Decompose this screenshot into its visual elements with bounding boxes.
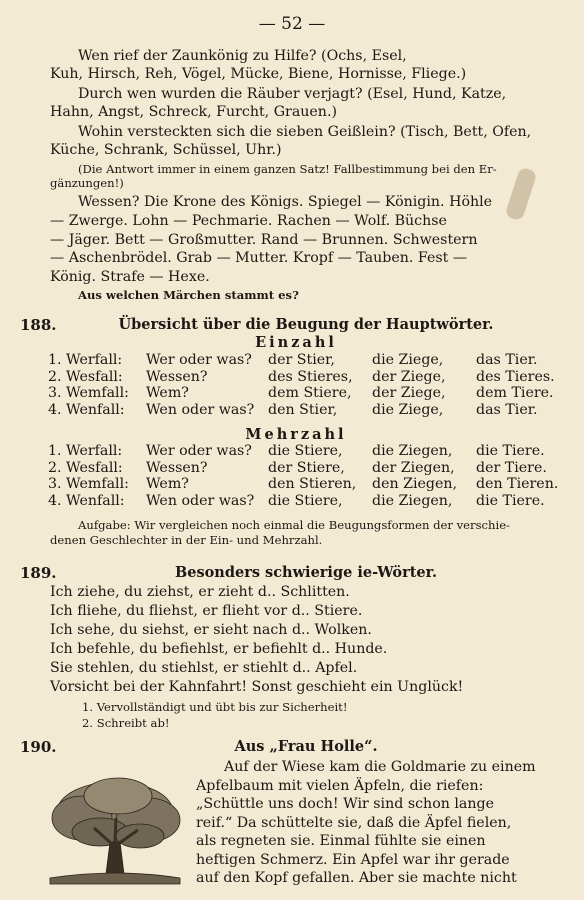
section-title: Besonders schwierige ie-Wörter. <box>174 564 438 581</box>
task-item: 2. Schreibt ab! <box>82 716 170 730</box>
task-item: 1. Vervollständigt und übt bis zur Sicherheit! <box>82 700 348 714</box>
wessen-line: König. Strafe — Hexe. <box>50 269 210 285</box>
ie-word-line: Vorsicht bei der Kahnfahrt! Sonst geschieht ein Unglück! <box>50 679 464 695</box>
masculine-form: dem Stiere, <box>268 385 352 401</box>
story-line: auf den Kopf gefallen. Aber sie machte nicht <box>196 870 517 886</box>
intro-line: Hahn, Angst, Schreck, Furcht, Grauen.) <box>50 104 337 120</box>
feminine-form: die Ziegen, <box>372 492 453 509</box>
story-line: Apfelbaum mit vielen Äpfeln, die riefen: <box>196 777 484 794</box>
intro-line: Wen rief der Zaunkönig zu Hilfe? (Ochs, Esel, <box>78 48 407 64</box>
masculine-form: der Stier, <box>268 352 335 368</box>
feminine-form: die Ziegen, <box>372 443 453 459</box>
neuter-form: die Tiere. <box>476 492 545 509</box>
section-number: 188. <box>20 316 57 334</box>
feminine-form: die Ziege, <box>372 401 444 418</box>
story-line: heftigen Schmerz. Ein Apfel war ihr gerade <box>196 851 510 868</box>
section-title: Übersicht über die Beugung der Hauptwörter. <box>118 316 494 333</box>
case-question: Wen oder was? <box>146 492 255 509</box>
case-label: 1. Werfall: <box>48 443 123 459</box>
case-label: 2. Wesfall: <box>48 459 123 476</box>
masculine-form: die Stiere, <box>268 492 343 509</box>
feminine-form: der Ziegen, <box>372 459 455 476</box>
masculine-form: den Stieren, <box>268 476 357 492</box>
intro-question: Aus welchen Märchen stammt es? <box>78 288 299 302</box>
section-number: 189. <box>20 564 57 582</box>
case-label: 3. Wemfall: <box>48 476 129 492</box>
case-question: Wer oder was? <box>146 352 252 368</box>
case-label: 3. Wemfall: <box>48 385 129 401</box>
masculine-form: die Stiere, <box>268 443 343 459</box>
ie-word-line: Ich befehle, du befiehlst, er befiehlt d.. Hunde. <box>50 641 388 657</box>
intro-line: Durch wen wurden die Räuber verjagt? (Esel, Hund, Katze, <box>78 86 507 102</box>
neuter-form: dem Tiere. <box>476 385 554 401</box>
intro-note: gänzungen!) <box>50 176 124 190</box>
wessen-line: Wessen? Die Krone des Königs. Spiegel — Königin. Höhle <box>78 194 493 210</box>
intro-line: Kuh, Hirsch, Reh, Vögel, Mücke, Biene, Hornisse, Fliege.) <box>50 66 467 82</box>
case-label: 1. Werfall: <box>48 352 123 368</box>
ie-word-line: Ich ziehe, du ziehst, er zieht d.. Schlitten. <box>50 584 350 600</box>
masculine-form: der Stiere, <box>268 459 345 476</box>
ie-word-line: Sie stehlen, du stiehlst, er stiehlt d.. Apfel. <box>50 660 358 676</box>
task-line: denen Geschlechter in der Ein- und Mehrzahl. <box>50 533 323 547</box>
page-number: — 52 — <box>258 14 326 34</box>
neuter-form: der Tiere. <box>476 459 547 476</box>
ie-word-line: Ich sehe, du siehst, er sieht nach d.. Wolken. <box>50 622 372 638</box>
case-question: Wer oder was? <box>146 443 252 459</box>
story-line: als regneten sie. Einmal fühlte sie einen <box>196 833 486 849</box>
case-question: Wen oder was? <box>146 401 255 418</box>
section-title: Aus „Frau Holle“. <box>234 738 378 755</box>
case-question: Wem? <box>146 476 189 492</box>
intro-line: Küche, Schrank, Schüssel, Uhr.) <box>50 142 282 158</box>
singular-label: Einzahl <box>255 334 337 351</box>
case-label: 4. Wenfall: <box>48 492 125 509</box>
case-label: 2. Wesfall: <box>48 368 123 385</box>
wessen-line: — Jäger. Bett — Großmutter. Rand — Brunnen. Schwestern <box>50 232 478 248</box>
intro-note: (Die Antwort immer in einem ganzen Satz! Fallbestimmung bei den Er- <box>78 162 497 176</box>
wessen-line: — Aschenbrödel. Grab — Mutter. Kropf — Tauben. Fest — <box>50 250 468 266</box>
feminine-form: den Ziegen, <box>372 476 458 492</box>
ie-word-line: Ich fliehe, du fliehst, er flieht vor d.. Stiere. <box>50 603 363 619</box>
intro-line: Wohin versteckten sich die sieben Geißlein? (Tisch, Bett, Ofen, <box>78 124 532 140</box>
feminine-form: der Ziege, <box>372 385 446 401</box>
masculine-form: des Stieres, <box>268 368 353 385</box>
story-line: „Schüttle uns doch! Wir sind schon lange <box>196 796 494 812</box>
section-number: 190. <box>20 738 57 756</box>
frau-holle-text <box>196 758 566 888</box>
story-line: Auf der Wiese kam die Goldmarie zu einem <box>224 759 536 775</box>
apple-tree-illustration <box>40 770 190 888</box>
neuter-form: des Tieres. <box>476 368 555 385</box>
neuter-form: das Tier. <box>476 401 538 418</box>
wessen-line: — Zwerge. Lohn — Pechmarie. Rachen — Wolf. Büchse <box>50 213 447 229</box>
neuter-form: die Tiere. <box>476 443 545 459</box>
case-question: Wem? <box>146 385 189 401</box>
feminine-form: der Ziege, <box>372 368 446 385</box>
story-line: reif.“ Da schüttelte sie, daß die Äpfel fielen, <box>196 814 512 831</box>
case-question: Wessen? <box>146 459 208 476</box>
case-label: 4. Wenfall: <box>48 401 125 418</box>
neuter-form: das Tier. <box>476 352 538 368</box>
case-question: Wessen? <box>146 368 208 385</box>
task-line: Aufgabe: Wir vergleichen noch einmal die Beugungsformen der verschie- <box>78 518 510 532</box>
plural-label: Mehrzahl <box>245 426 347 443</box>
feminine-form: die Ziege, <box>372 352 444 368</box>
masculine-form: den Stier, <box>268 401 338 418</box>
neuter-form: den Tieren. <box>476 476 559 492</box>
paper-stain <box>504 166 537 221</box>
